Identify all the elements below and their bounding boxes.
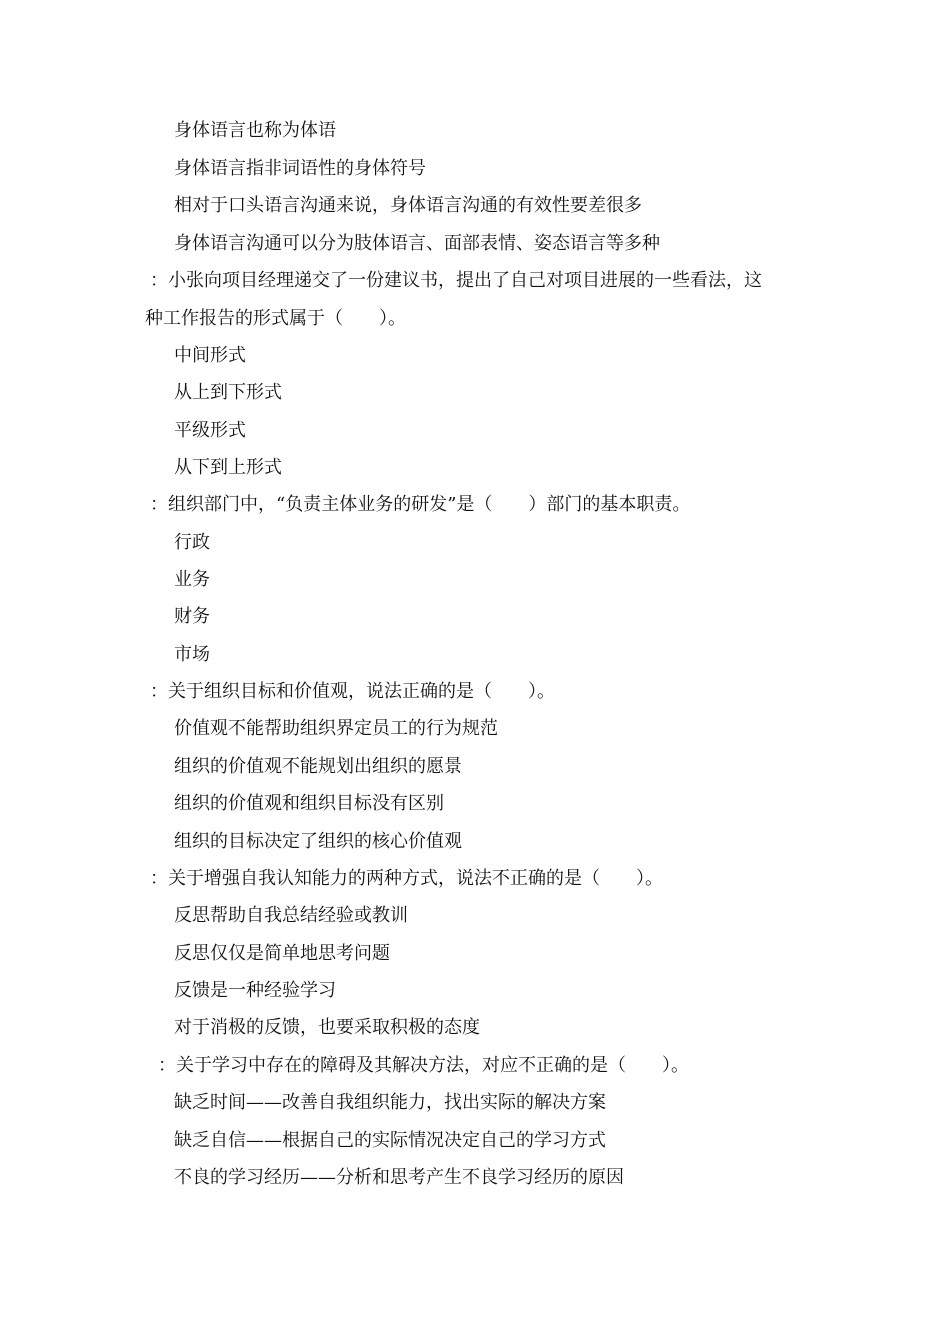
question-stem: ：关于增强自我认知能力的两种方式，说法不正确的是（ ）。	[150, 868, 663, 889]
question-stem: ：关于学习中存在的障碍及其解决方法，对应不正确的是（ ）。	[158, 1055, 689, 1076]
option: 反思仅仅是简单地思考问题	[174, 943, 390, 964]
option: 反思帮助自我总结经验或教训	[174, 905, 408, 926]
option: 身体语言沟通可以分为肢体语言、面部表情、姿态语言等多种	[174, 233, 660, 254]
option: 平级形式	[174, 420, 246, 441]
option: 反馈是一种经验学习	[174, 980, 336, 1001]
option: 从下到上形式	[174, 457, 282, 478]
option: 财务	[174, 606, 210, 627]
option: 缺乏时间——改善自我组织能力，找出实际的解决方案	[174, 1092, 606, 1113]
option: 身体语言也称为体语	[174, 120, 336, 141]
option: 组织的价值观和组织目标没有区别	[174, 793, 444, 814]
option: 价值观不能帮助组织界定员工的行为规范	[174, 718, 498, 739]
option: 从上到下形式	[174, 382, 282, 403]
question-stem: ：小张向项目经理递交了一份建议书，提出了自己对项目进展的一些看法，这	[150, 270, 762, 291]
option: 行政	[174, 532, 210, 553]
option: 中间形式	[174, 345, 246, 366]
question-stem: ：关于组织目标和价值观，说法正确的是（ ）。	[150, 681, 555, 702]
question-stem: 种工作报告的形式属于（ ）。	[145, 308, 406, 329]
option: 相对于口头语言沟通来说，身体语言沟通的有效性要差很多	[174, 195, 642, 216]
option: 组织的价值观不能规划出组织的愿景	[174, 756, 462, 777]
option: 组织的目标决定了组织的核心价值观	[174, 831, 462, 852]
option: 身体语言指非词语性的身体符号	[174, 158, 426, 179]
option: 对于消极的反馈，也要采取积极的态度	[174, 1017, 480, 1038]
option: 市场	[174, 644, 210, 665]
option: 不良的学习经历——分析和思考产生不良学习经历的原因	[174, 1167, 624, 1188]
question-stem: ：组织部门中，“负责主体业务的研发”是（ ）部门的基本职责。	[150, 494, 691, 515]
option: 业务	[174, 569, 210, 590]
option: 缺乏自信——根据自己的实际情况决定自己的学习方式	[174, 1130, 606, 1151]
